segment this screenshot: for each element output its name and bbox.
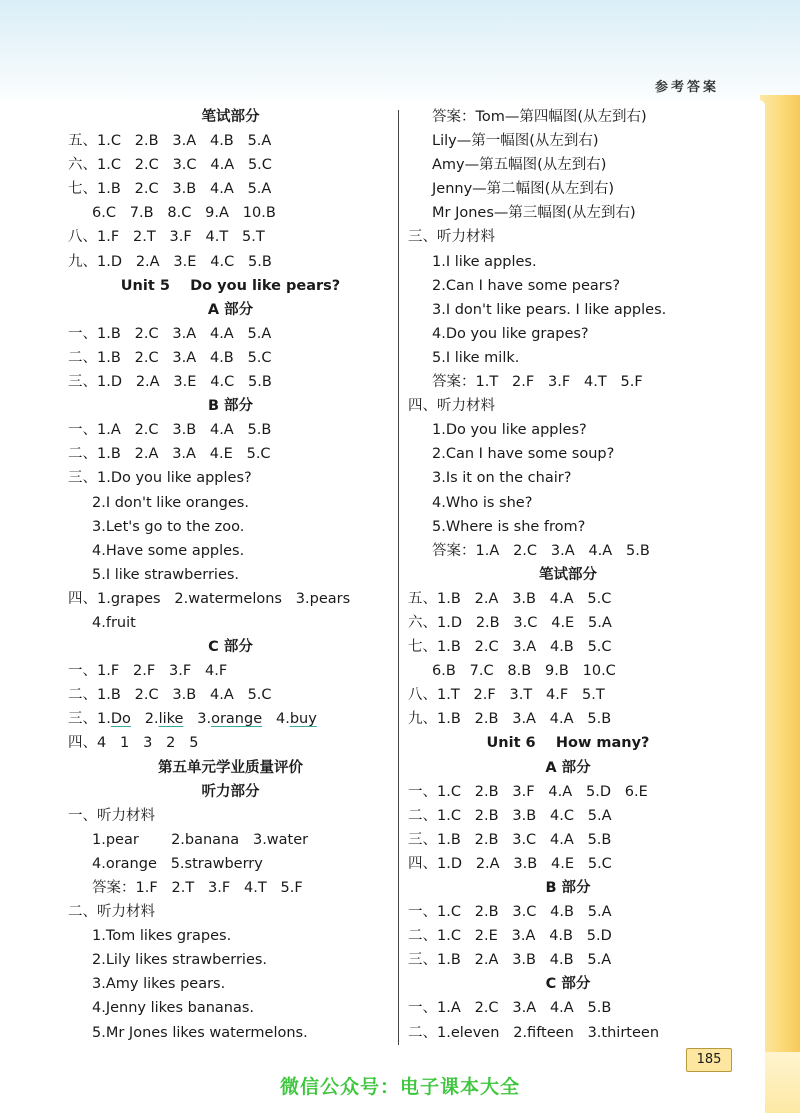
answer-line: 答案：1.T 2.F 3.F 4.T 5.F <box>432 374 643 391</box>
answer-line: 1.pear 2.banana 3.water <box>92 831 309 848</box>
answer-line: 三、1.D 2.A 3.E 4.C 5.B <box>68 374 272 391</box>
answer-line: 4.orange 5.strawberry <box>92 855 263 872</box>
section-heading: Unit 6 How many? <box>486 735 650 752</box>
answer-line: 4.Who is she? <box>432 494 533 511</box>
answer-line: Amy—第五幅图(从左到右) <box>432 157 607 174</box>
answer-line: 一、1.F 2.F 3.F 4.F <box>68 663 228 680</box>
answer-line: 九、1.B 2.B 3.A 4.A 5.B <box>408 711 612 728</box>
answer-line: 6.C 7.B 8.C 9.A 10.B <box>92 205 276 222</box>
answer-line: 1.Tom likes grapes. <box>92 928 232 945</box>
answer-line: 4.Jenny likes bananas. <box>92 1000 255 1017</box>
answer-line: 3.Is it on the chair? <box>432 470 572 487</box>
answer-line: 七、1.B 2.C 3.A 4.B 5.C <box>408 639 612 656</box>
answer-line: 4.fruit <box>92 614 136 631</box>
answer-line: 二、1.C 2.E 3.A 4.B 5.D <box>408 928 612 945</box>
section-heading: 第五单元学业质量评价 <box>158 759 303 776</box>
answer-line: 3.Amy likes pears. <box>92 976 226 993</box>
answer-line: 1.I like apples. <box>432 253 537 270</box>
section-heading: 听力部分 <box>201 783 260 800</box>
page-edge-strip <box>760 95 800 1113</box>
answer-line: 一、1.C 2.B 3.F 4.A 5.D 6.E <box>408 783 648 800</box>
answer-line: 三、1.B 2.A 3.B 4.B 5.A <box>408 952 612 969</box>
answer-line: 四、1.grapes 2.watermelons 3.pears <box>68 590 351 607</box>
answer-line: 答案：1.F 2.T 3.F 4.T 5.F <box>92 880 303 896</box>
answer-line: 三、1.Do you like apples? <box>68 470 252 487</box>
answer-line: 六、1.D 2.B 3.C 4.E 5.A <box>408 614 612 631</box>
answer-line: 四、听力材料 <box>408 398 495 415</box>
answer-line: 一、1.A 2.C 3.B 4.A 5.B <box>68 422 272 439</box>
section-heading: A 部分 <box>207 301 254 318</box>
footer-watermark: 微信公众号：电子课本大全 <box>279 1076 520 1098</box>
answer-line: 二、听力材料 <box>68 904 155 921</box>
answer-line: 九、1.D 2.A 3.E 4.C 5.B <box>68 253 272 270</box>
answer-line: 3.I don't like pears. I like apples. <box>432 301 667 318</box>
answer-line: Mr Jones—第三幅图(从左到右) <box>432 205 636 222</box>
answer-line: 八、1.T 2.F 3.T 4.F 5.T <box>408 687 605 704</box>
answer-line: 一、1.C 2.B 3.C 4.B 5.A <box>408 904 612 921</box>
answer-line: 一、1.A 2.C 3.A 4.A 5.B <box>408 1000 612 1017</box>
section-heading: C 部分 <box>545 976 591 993</box>
answer-line: 4.Have some apples. <box>92 542 245 559</box>
answer-line: 2.Can I have some soup? <box>432 446 615 463</box>
answer-line: 六、1.C 2.C 3.C 4.A 5.C <box>68 157 272 174</box>
page-number: 185 <box>686 1048 732 1072</box>
answer-line: 4.Do you like grapes? <box>432 325 589 342</box>
answer-line: 七、1.B 2.C 3.B 4.A 5.A <box>68 181 272 198</box>
answer-line: 二、1.B 2.A 3.A 4.E 5.C <box>68 446 271 463</box>
section-heading: B 部分 <box>207 398 254 415</box>
answer-line: 1.Do you like apples? <box>432 422 587 439</box>
left-column <box>68 105 393 1045</box>
section-heading: Unit 5 Do you like pears? <box>120 277 341 294</box>
answer-line: 五、1.B 2.A 3.B 4.A 5.C <box>408 590 612 607</box>
section-heading: A 部分 <box>545 759 591 776</box>
answer-line: 三、1.B 2.B 3.C 4.A 5.B <box>408 831 612 848</box>
answer-line: 二、1.C 2.B 3.B 4.C 5.A <box>408 807 612 824</box>
answer-line: 5.Where is she from? <box>432 518 586 535</box>
answer-line: 四、4 1 3 2 5 <box>68 735 199 752</box>
answer-line: 5.I like milk. <box>432 349 520 366</box>
answer-line: 四、1.D 2.A 3.B 4.E 5.C <box>408 855 612 872</box>
answer-line: 答案：Tom—第四幅图(从左到右) <box>432 109 647 125</box>
answer-line: 一、听力材料 <box>68 807 155 824</box>
answer-line: 3.Let's go to the zoo. <box>92 518 245 535</box>
header-label: 参考答案 <box>655 80 720 95</box>
answer-line: 2.Lily likes strawberries. <box>92 952 268 969</box>
answer-line: 二、1.B 2.C 3.B 4.A 5.C <box>68 687 272 704</box>
answer-line: Lily—第一幅图(从左到右) <box>432 133 599 150</box>
answer-line: 2.I don't like oranges. <box>92 494 249 511</box>
answer-line: 5.I like strawberries. <box>92 566 240 583</box>
answer-line: 6.B 7.C 8.B 9.B 10.C <box>432 663 616 680</box>
section-heading: C 部分 <box>208 639 253 656</box>
section-heading: 笔试部分 <box>201 109 260 125</box>
answer-line: 5.Mr Jones likes watermelons. <box>92 1024 308 1041</box>
answer-line: 五、1.C 2.B 3.A 4.B 5.A <box>68 133 272 150</box>
column-divider <box>398 110 399 1045</box>
answer-line: 答案：1.A 2.C 3.A 4.A 5.B <box>432 542 650 559</box>
answer-line: 二、1.eleven 2.fifteen 3.thirteen <box>408 1024 660 1041</box>
answer-line: 三、1.Do 2.like 3.orange 4.buy <box>68 711 317 728</box>
answer-line: Jenny—第二幅图(从左到右) <box>432 181 614 198</box>
answer-line: 一、1.B 2.C 3.A 4.A 5.A <box>68 325 272 342</box>
section-heading: B 部分 <box>545 880 591 896</box>
answer-line: 2.Can I have some pears? <box>432 277 621 294</box>
answer-line: 二、1.B 2.C 3.A 4.B 5.C <box>68 349 272 366</box>
section-heading: 笔试部分 <box>539 566 597 583</box>
answer-line: 八、1.F 2.T 3.F 4.T 5.T <box>68 229 265 246</box>
answer-line: 三、听力材料 <box>408 229 495 246</box>
right-column <box>408 105 728 1045</box>
